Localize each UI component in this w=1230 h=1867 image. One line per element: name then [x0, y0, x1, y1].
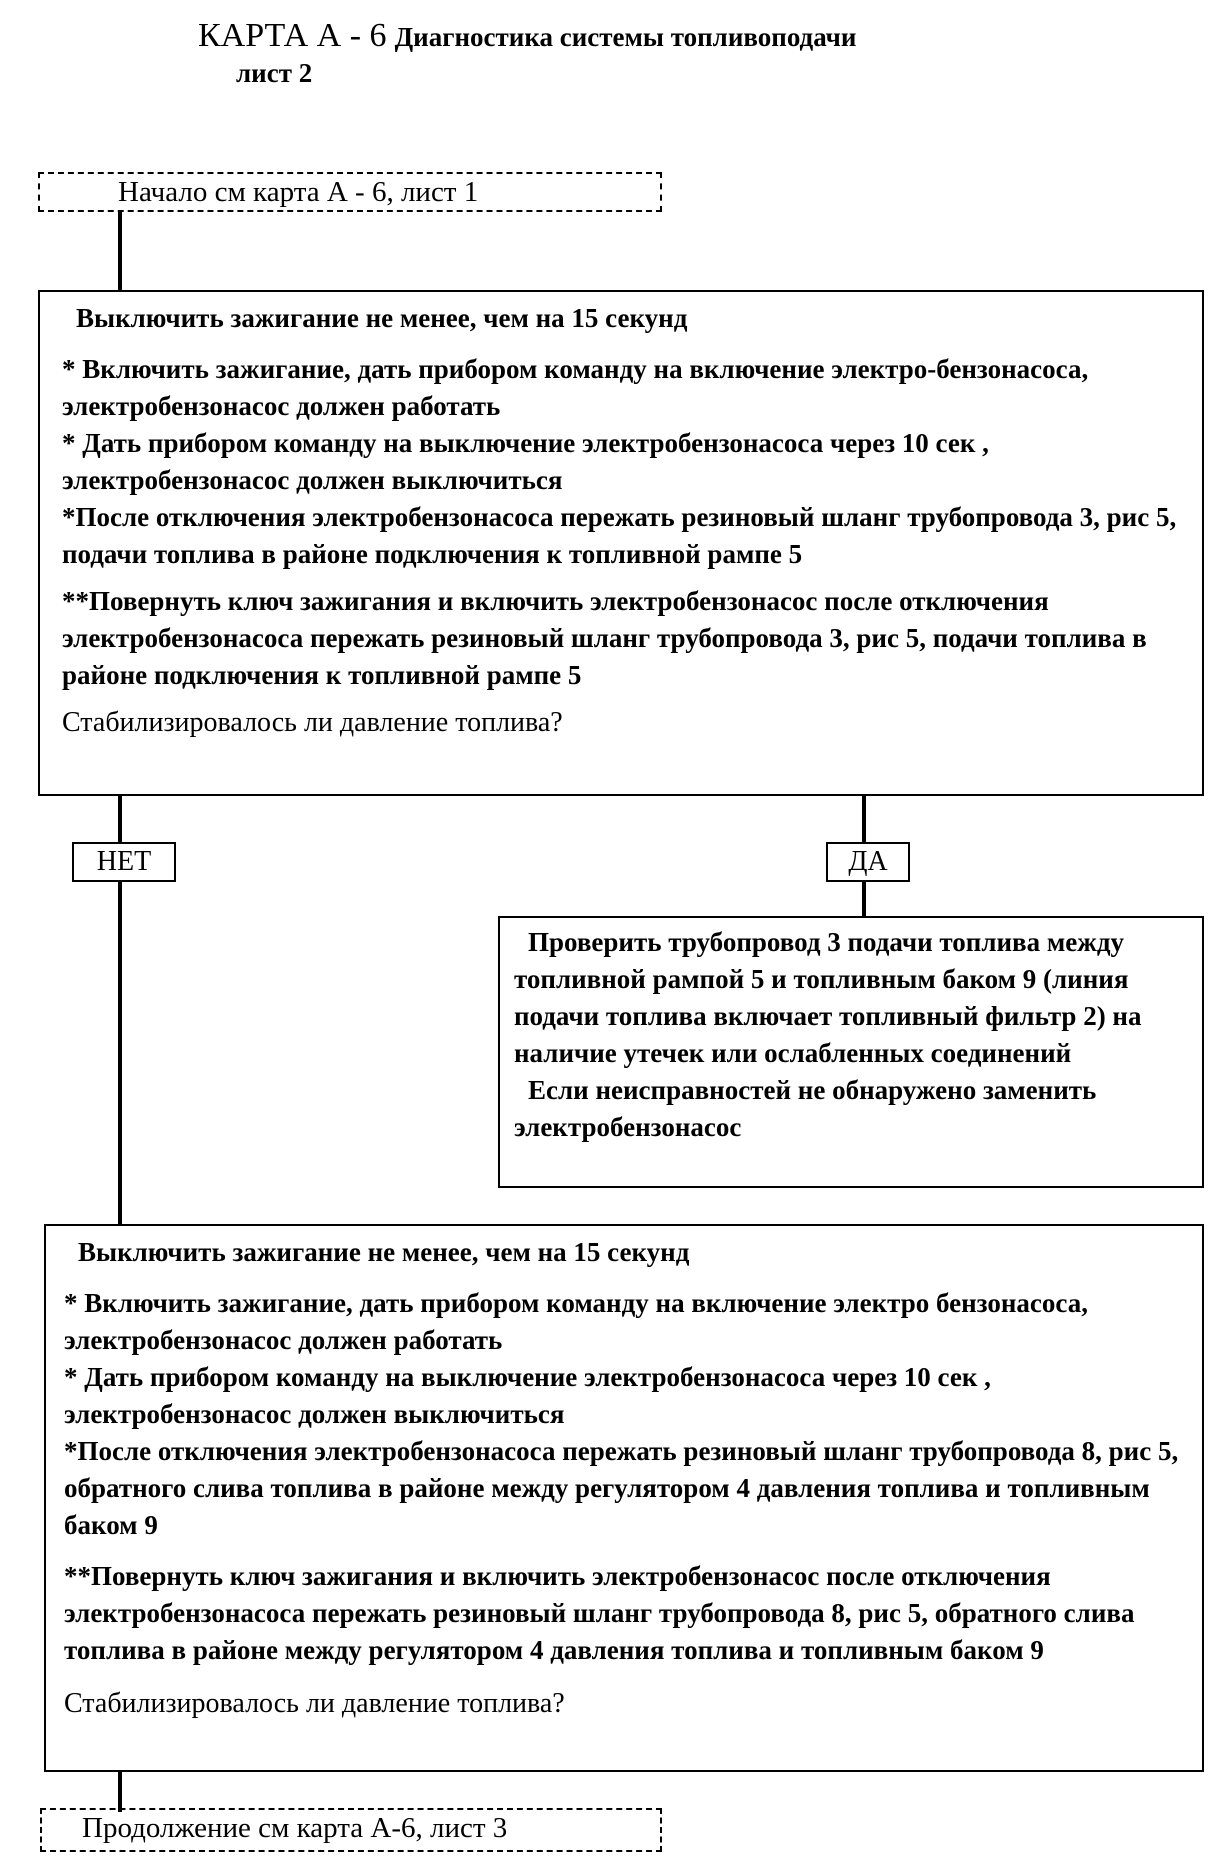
box2-step-2: * Включить зажигание, дать прибором команду на включение электро бензонасоса, электробензонасос должен работать — [64, 1288, 1088, 1355]
box1-step-3: * Дать прибором команду на выключение электробензонасоса через 10 сек , электробензонасос должен выключиться — [62, 428, 989, 495]
end-box-text: Продолжение см карта А-6, лист 3 — [82, 1812, 508, 1844]
end-box — [40, 1808, 662, 1852]
connector-box2-end — [118, 1772, 122, 1812]
card-title: Диагностика системы топливоподачи — [394, 22, 857, 52]
start-box-text: Начало см карта А - 6, лист 1 — [118, 176, 479, 208]
yes-action-text: Проверить трубопровод 3 подачи топлива между топливной рампой 5 и топливным баком 9 (линия подачи топлива включает топливный фильтр 2) на наличие утечек или ослабленных соединений — [514, 927, 1142, 1068]
connector-box1-no — [118, 796, 122, 846]
no-label: НЕТ — [72, 842, 176, 882]
connector-yes-box — [862, 882, 866, 918]
box2-step-4: *После отключения электробензонасоса пережать резиновый шланг трубопровода 8, рис 5, обратного слива топлива в районе между регулятором 4 давления топлива и топливным баком 9 — [64, 1436, 1179, 1540]
box1-step-2: * Включить зажигание, дать прибором команду на включение электро-бензонасоса, электробензонасос должен работать — [62, 354, 1089, 421]
yes-label: ДА — [826, 842, 910, 882]
box2-question: Стабилизировалось ли давление топлива? — [64, 1688, 565, 1719]
box1-question: Стабилизировалось ли давление топлива? — [62, 707, 563, 738]
connector-box1-yes — [862, 796, 866, 846]
box1-step-1: Выключить зажигание не менее, чем на 15 секунд — [76, 303, 688, 333]
box1-step-4: *После отключения электробензонасоса пережать резиновый шланг трубопровода 3, рис 5, подачи топлива в районе подключения к топливной рампе 5 — [62, 502, 1177, 569]
step-box-2 — [44, 1224, 1204, 1772]
box1-step-5: **Повернуть ключ зажигания и включить электробензонасос после отключения электробензонасоса пережать резиновый шланг трубопровода 3, рис 5, подачи топлива в районе подключения к топливной рампе 5 — [62, 586, 1147, 690]
card-number: КАРТА А - 6 — [198, 17, 387, 54]
page-title — [198, 14, 856, 58]
box2-step-3: * Дать прибором команду на выключение электробензонасоса через 10 сек , электробензонасос должен выключиться — [64, 1362, 991, 1429]
yes-action-box — [498, 916, 1204, 1188]
step-box-1 — [38, 290, 1204, 796]
yes-action-note: Если неисправностей не обнаружено заменить электробензонасос — [514, 1075, 1097, 1142]
connector-no-box2 — [118, 882, 122, 1226]
start-box — [38, 172, 662, 212]
box2-step-5: **Повернуть ключ зажигания и включить электробензонасос после отключения электробензонасоса пережать резиновый шланг трубопровода 8, рис 5, обратного слива топлива в районе между регулятором 4 давления топлива и топливным баком 9 — [64, 1561, 1135, 1665]
box2-step-1: Выключить зажигание не менее, чем на 15 секунд — [78, 1237, 690, 1267]
sheet-number: лист 2 — [236, 58, 313, 88]
connector-start-box1 — [118, 212, 122, 292]
